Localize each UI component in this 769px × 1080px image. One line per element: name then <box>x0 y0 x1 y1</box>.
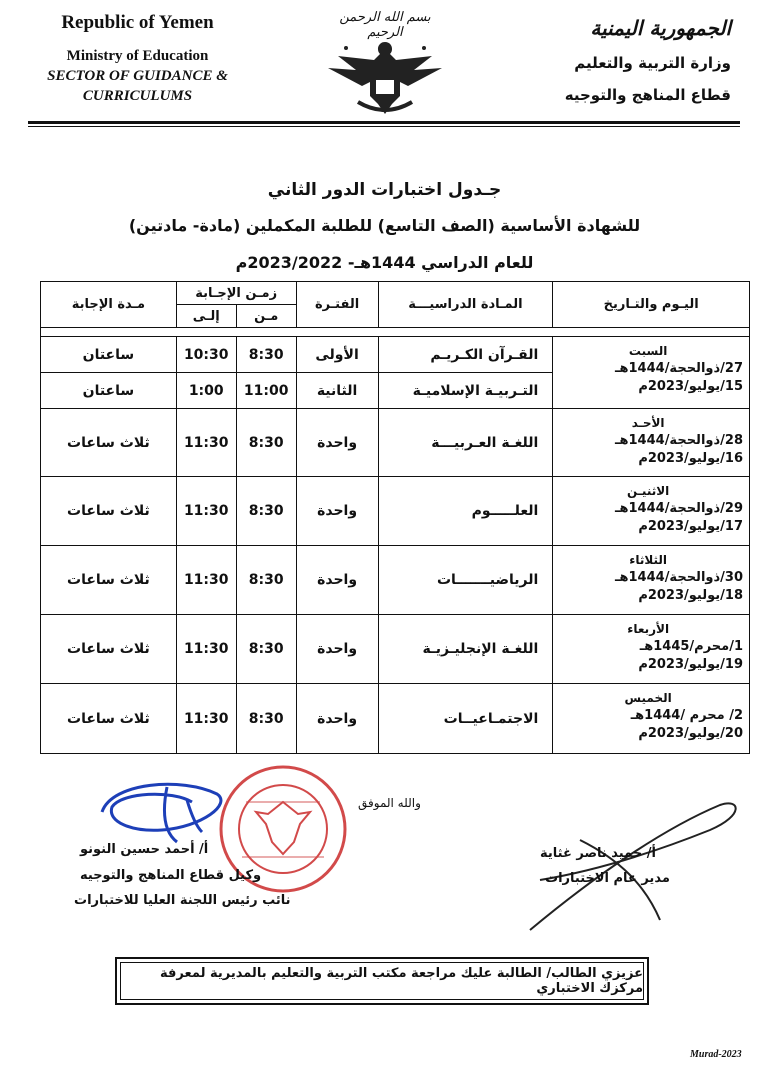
duration-cell: ثلاث ساعات <box>41 546 177 615</box>
header-divider <box>28 121 740 124</box>
from-cell: 8:30 <box>236 337 296 373</box>
header-ar-ministry: وزارة التربية والتعليم <box>574 54 731 72</box>
header-en-curriculums: CURRICULUMS <box>82 88 193 104</box>
header-to: إلـى <box>176 305 236 328</box>
to-cell: 11:30 <box>176 615 236 684</box>
header-subject: المـادة الدراسيـــة <box>378 282 553 328</box>
gregorian-date: 17/يوليو/2023م <box>638 519 743 534</box>
gregorian-date: 16/يوليو/2023م <box>638 451 743 466</box>
basmala: بسم الله الرحمن الرحيم <box>339 10 431 40</box>
day-name: الثلاثاء <box>629 553 668 567</box>
hijri-date: 29/ذوالحجة/1444هـ <box>615 501 743 516</box>
day-cell <box>553 615 750 684</box>
duration-cell: ساعتان <box>41 337 177 373</box>
period-cell: واحدة <box>296 546 378 615</box>
day-name: الأربعاء <box>627 622 670 636</box>
subject-cell: العلـــــوم <box>378 477 553 546</box>
from-cell: 8:30 <box>236 615 296 684</box>
to-cell: 10:30 <box>176 337 236 373</box>
yemen-eagle-emblem-icon <box>318 30 453 120</box>
period-cell: واحدة <box>296 684 378 754</box>
hijri-date: 1/محرم/1445هـ <box>639 639 743 654</box>
from-cell: 11:00 <box>236 373 296 409</box>
table-row <box>41 477 750 546</box>
duration-cell: ثلاث ساعات <box>41 477 177 546</box>
header-en-country: Republic of Yemen <box>61 12 214 33</box>
right-signatory-title: مدير عام الاختبارات <box>545 871 670 886</box>
table-row <box>41 546 750 615</box>
hijri-date: 27/ذوالحجة/1444هـ <box>615 361 743 376</box>
from-cell: 8:30 <box>236 684 296 754</box>
duration-cell: ساعتان <box>41 373 177 409</box>
subject-cell: الرياضيـــــــات <box>378 546 553 615</box>
left-signatory-role: نائب رئيس اللجنة العليا للاختبارات <box>74 893 291 908</box>
period-cell: واحدة <box>296 477 378 546</box>
credit-text: Murad-2023 <box>690 1049 742 1060</box>
day-cell <box>553 684 750 754</box>
day-cell <box>553 409 750 477</box>
document-title: جـدول اختبارات الدور الثاني <box>267 180 502 200</box>
duration-cell: ثلاث ساعات <box>41 684 177 754</box>
from-cell: 8:30 <box>236 477 296 546</box>
subject-cell: التـربيـة الإسلاميـة <box>378 373 553 409</box>
left-signatory-name: أ/ أحمد حسين النونو <box>80 842 209 857</box>
header-ar-sector: قطاع المناهج والتوجيه <box>564 86 731 104</box>
table-gap <box>41 328 750 337</box>
gregorian-date: 15/يوليو/2023م <box>638 379 743 394</box>
table-row <box>41 337 750 373</box>
header-en-ministry: Ministry of Education <box>66 48 209 64</box>
header-ar-country: الجمهورية اليمنية <box>590 16 731 40</box>
header-divider-thin <box>28 126 740 127</box>
hijri-date: 30/ذوالحجة/1444هـ <box>615 570 743 585</box>
header-from: مـن <box>236 305 296 328</box>
period-cell: الأولى <box>296 337 378 373</box>
subject-cell: اللغـة العـربيـــة <box>378 409 553 477</box>
subject-cell: الاجتمـاعيــات <box>378 684 553 754</box>
to-cell: 11:30 <box>176 684 236 754</box>
signature-right-icon <box>470 790 750 940</box>
gregorian-date: 20/يوليو/2023م <box>638 726 743 741</box>
to-cell: 11:30 <box>176 546 236 615</box>
day-name: السبت <box>628 344 668 358</box>
hijri-date: 2/ محرم /1444هـ <box>630 708 743 723</box>
day-cell <box>553 546 750 615</box>
closing-text: والله الموفق <box>358 796 421 810</box>
period-cell: واحدة <box>296 409 378 477</box>
hijri-date: 28/ذوالحجة/1444هـ <box>615 433 743 448</box>
student-note-text: عزيزي الطالب/ الطالبة عليك مراجعة مكتب التربية والتعليم بالمديرية لمعرفة مركزك الاختباري <box>120 962 644 1000</box>
header-time: زمـن الإجـابة <box>176 282 296 305</box>
document-subtitle: للشهادة الأساسية (الصف التاسع) للطلبة المكملين (مادة- مادتين) <box>128 216 641 235</box>
to-cell: 1:00 <box>176 373 236 409</box>
from-cell: 8:30 <box>236 409 296 477</box>
period-cell: واحدة <box>296 615 378 684</box>
period-cell: الثانية <box>296 373 378 409</box>
table-row <box>41 409 750 477</box>
header-en-sector: SECTOR OF GUIDANCE & <box>47 68 228 84</box>
student-note-box <box>115 957 649 1005</box>
academic-year: للعام الدراسي 1444هـ- 2023/2022م <box>235 253 534 272</box>
gregorian-date: 18/يوليو/2023م <box>638 588 743 603</box>
day-name: الاثنيـن <box>627 484 670 498</box>
to-cell: 11:30 <box>176 409 236 477</box>
day-name: الأحـد <box>631 416 665 430</box>
table-row <box>41 684 750 754</box>
subject-cell: القـرآن الكـريـم <box>378 337 553 373</box>
right-signatory-name: أ/ حميد ناصر غثاية <box>540 846 656 861</box>
table-header-row <box>41 282 750 305</box>
duration-cell: ثلاث ساعات <box>41 409 177 477</box>
to-cell: 11:30 <box>176 477 236 546</box>
header-day: اليـوم والتـاريخ <box>553 282 750 328</box>
from-cell: 8:30 <box>236 546 296 615</box>
signature-left-icon <box>92 772 232 847</box>
header-period: الفتـرة <box>296 282 378 328</box>
table-row <box>41 615 750 684</box>
header-duration: مـدة الإجابة <box>41 282 177 328</box>
exam-schedule-table <box>40 281 750 754</box>
gregorian-date: 19/يوليو/2023م <box>638 657 743 672</box>
day-cell <box>553 477 750 546</box>
day-cell <box>553 337 750 409</box>
left-signatory-title: وكيل قطاع المناهج والتوجيه <box>80 868 262 883</box>
day-name: الخميس <box>624 691 672 705</box>
duration-cell: ثلاث ساعات <box>41 615 177 684</box>
subject-cell: اللغـة الإنجليـزيـة <box>378 615 553 684</box>
